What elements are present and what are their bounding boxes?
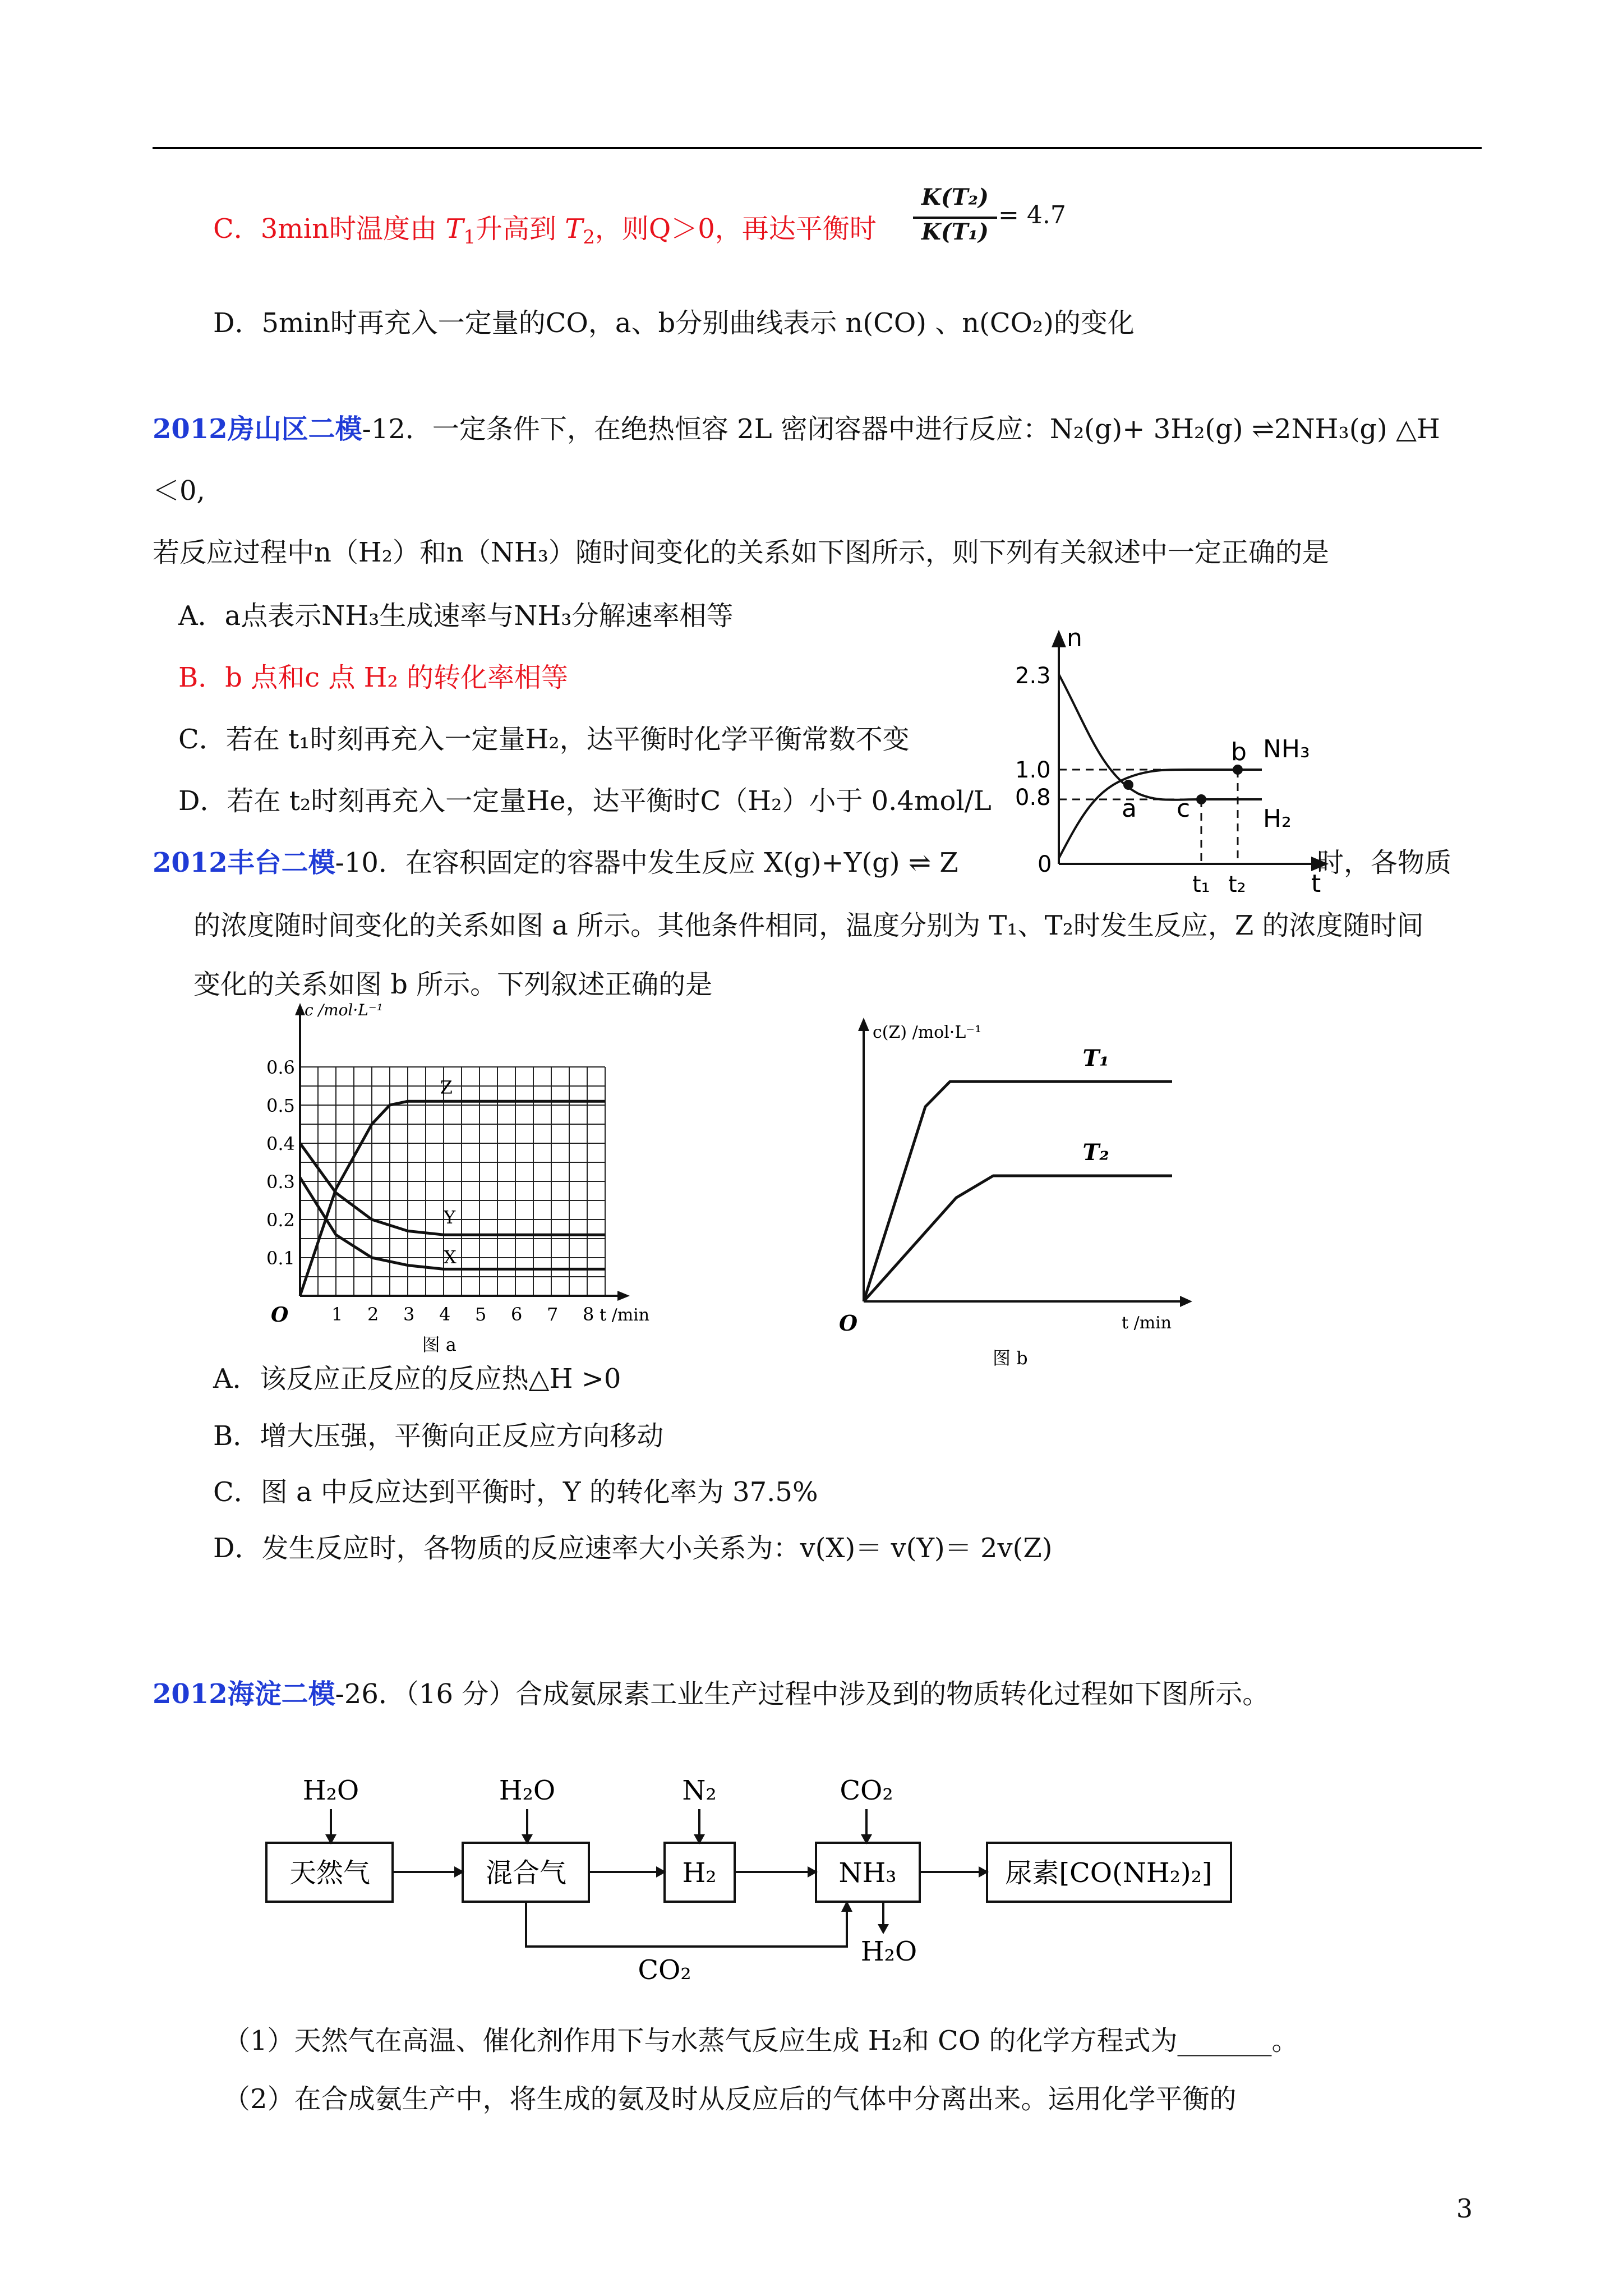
k-ratio-formula: K(T₂) K(T₁) = 4.7 [913, 184, 1070, 257]
q26-flow-diagram [258, 1756, 1267, 1986]
input-h2o-2: H₂O [499, 1775, 556, 1806]
chart-caption: 图 b [993, 1347, 1028, 1369]
output-h2o: H₂O [860, 1936, 917, 1967]
curve-h2-top [1059, 674, 1262, 800]
q10-stem: 2012丰台二模-10．在容积固定的容器中发生反应 X(g)+Y(g) ⇌ Z [153, 847, 958, 878]
tick-1.0: 1.0 [1015, 757, 1051, 783]
label-h2: H₂ [682, 1857, 717, 1889]
curve-nh3 [1059, 770, 1262, 858]
x-tick-label: 8 [583, 1304, 594, 1325]
y-tick-label: 0.1 [266, 1248, 295, 1269]
y-tick-label: 0.4 [266, 1133, 295, 1154]
q12-option-c: C．若在 t₁时刻再充入一定量H₂，达平衡时化学平衡常数不变 [178, 724, 910, 755]
q26-sub1: （1）天然气在高温、催化剂作用下与水蒸气反应生成 H₂和 CO 的化学方程式为_______。 [223, 2025, 1299, 2056]
q10-option-c: C．图 a 中反应达到平衡时，Y 的转化率为 37.5% [213, 1476, 818, 1508]
point-a [1123, 780, 1133, 790]
series-label-Z: Z [440, 1076, 453, 1098]
series-label-1: T₁ [1082, 1045, 1109, 1071]
x-tick-label: 6 [511, 1304, 523, 1325]
q10-stem-line3: 变化的关系如图 b 所示。下列叙述正确的是 [193, 969, 713, 1000]
input-n2: N₂ [682, 1775, 717, 1806]
tick-0: 0 [1038, 852, 1052, 877]
series-2-line [864, 1176, 1172, 1301]
input-co2: CO₂ [840, 1775, 893, 1806]
q10-option-b: B．增大压强，平衡向正反应方向移动 [213, 1420, 664, 1452]
y-axis-label: c(Z) /mol·L⁻¹ [873, 1023, 982, 1042]
tick-2.3: 2.3 [1015, 663, 1051, 689]
chart-a [241, 999, 650, 1358]
x-axis-arrow [1180, 1296, 1192, 1307]
chart-b [830, 1010, 1200, 1369]
series-label-X: X [444, 1246, 457, 1268]
q12-stem3: 若反应过程中n（H₂）和n（NH₃）随时间变化的关系如下图所示，则下列有关叙述中一定正确的是 [153, 537, 1330, 568]
label-b: b [1231, 738, 1247, 766]
header-rule [153, 147, 1482, 149]
recycle-line [526, 1902, 847, 1947]
x-tick-label: 5 [475, 1304, 487, 1325]
series-label-Y: Y [444, 1206, 456, 1228]
x-axis-label: t /min [1122, 1313, 1172, 1333]
x-tick-label: 2 [367, 1304, 379, 1325]
q10-stem-b: 时，各物质 [1317, 847, 1452, 878]
label-mixed-gas: 混合气 [485, 1857, 567, 1889]
label-a: a [1122, 794, 1137, 823]
series-1-line [864, 1082, 1172, 1301]
x-tick-label: 3 [403, 1304, 415, 1325]
page-number: 3 [1456, 2193, 1473, 2224]
label-nh3: NH₃ [838, 1857, 897, 1889]
point-c [1196, 794, 1206, 804]
label-h2: H₂ [1263, 804, 1292, 833]
q12-stem: 2012房山区二模-12．一定条件下，在绝热恒容 2L 密闭容器中进行反应：N₂(g)+ 3H₂(g) ⇌2NH₃(g) △H [153, 413, 1440, 445]
q26-sub2: （2）在合成氨生产中，将生成的氨及时从反应后的气体中分离出来。运用化学平衡的 [223, 2083, 1237, 2115]
graph-y-label: n [1067, 624, 1082, 652]
label-urea: 尿素[CO(NH₂)₂] [1005, 1857, 1212, 1889]
y-tick-label: 0.5 [266, 1095, 295, 1116]
x-tick-label: 4 [439, 1304, 451, 1325]
y-tick-label: 0.2 [266, 1209, 295, 1231]
y-axis-label: c /mol·L⁻¹ [305, 1001, 383, 1019]
label-natural-gas: 天然气 [289, 1857, 371, 1889]
y-axis-arrow [295, 1003, 305, 1015]
q10-option-a: A．该反应正反应的反应热△H >0 [213, 1363, 621, 1395]
graph-x-label: t [1311, 869, 1321, 898]
top-option-d: D．5min时再充入一定量的CO，a、b分别曲线表示 n(CO) 、n(CO₂)的变化 [213, 307, 1135, 339]
tick-t2: t₂ [1228, 872, 1246, 898]
q10-option-d: D．发生反应时，各物质的反应速率大小关系为：v(X)＝ v(Y)＝ 2v(Z) [213, 1533, 1053, 1564]
origin-label: O [839, 1310, 858, 1336]
y-tick-label: 0.3 [266, 1171, 295, 1193]
x-tick-label: 1 [331, 1304, 343, 1325]
label-nh3: NH₃ [1263, 735, 1310, 763]
top-option-c: C．3min时温度由 $T_1$升高到 $T_2$，则Q＞0，再达平衡时 [213, 213, 877, 249]
input-h2o-1: H₂O [302, 1775, 359, 1806]
y-axis-arrow [1053, 633, 1064, 646]
label-c: c [1177, 794, 1191, 823]
recycle-co2: CO₂ [638, 1954, 691, 1986]
x-tick-label: 7 [547, 1304, 559, 1325]
y-tick-label: 0.6 [266, 1057, 295, 1078]
tick-t1: t₁ [1192, 872, 1210, 898]
tick-0.8: 0.8 [1015, 785, 1051, 811]
q26-stem: 2012海淀二模-26．（16 分）合成氨尿素工业生产过程中涉及到的物质转化过程如下图所示。 [153, 1678, 1270, 1710]
q10-stem-line2: 的浓度随时间变化的关系如图 a 所示。其他条件相同，温度分别为 T₁、T₂时发生反应，Z 的浓度随时间 [193, 910, 1424, 941]
origin-label: O [271, 1303, 289, 1327]
x-axis-arrow [617, 1291, 630, 1301]
x-axis-label: t /min [600, 1305, 650, 1325]
series-label-2: T₂ [1082, 1139, 1109, 1166]
q12-stem2: ＜0, [153, 475, 205, 507]
q12-option-b: B．b 点和c 点 H₂ 的转化率相等 [178, 662, 569, 693]
q12-n-t-graph [1004, 623, 1340, 914]
q12-option-a: A．a点表示NH₃生成速率与NH₃分解速率相等 [178, 600, 734, 632]
y-axis-arrow [858, 1018, 869, 1031]
chart-caption: 图 a [422, 1334, 457, 1355]
q12-option-d: D．若在 t₂时刻再充入一定量He，达平衡时C（H₂）小于 0.4mol/L [178, 785, 992, 817]
